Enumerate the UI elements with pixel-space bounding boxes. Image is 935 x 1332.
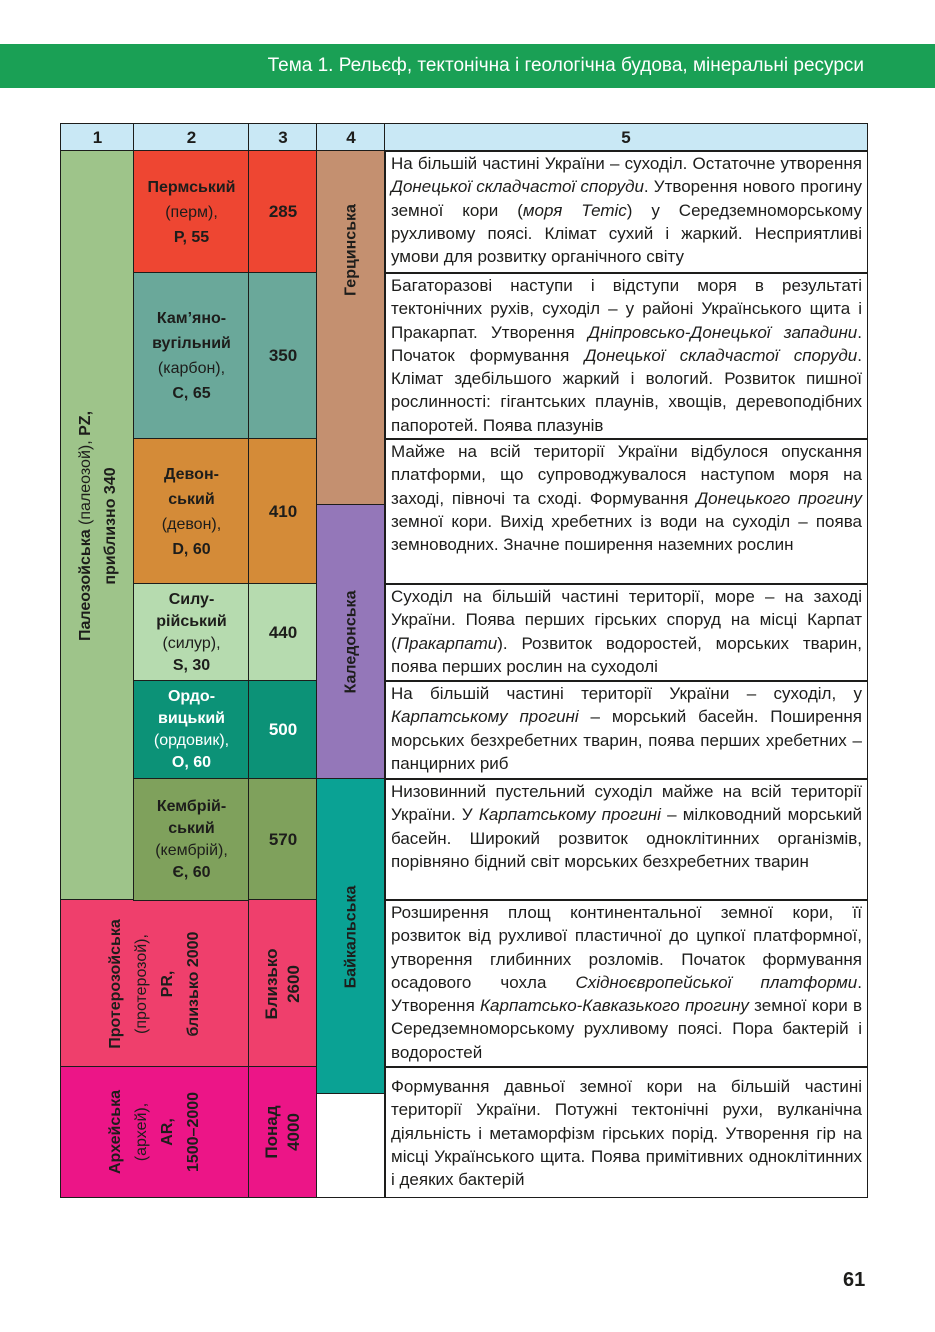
era-code: PR, bbox=[159, 970, 176, 997]
place-name: Карпатському прогині bbox=[478, 805, 661, 825]
period-code: Є, 60 bbox=[172, 863, 211, 881]
period-code: C, 65 bbox=[172, 385, 211, 402]
era-name: Протерозойська bbox=[107, 918, 124, 1049]
age-devonian bbox=[248, 438, 318, 585]
age-value: 2600 bbox=[284, 964, 303, 1003]
place-name: Дніпровсько-Донецької западини bbox=[587, 322, 858, 342]
place-name: Східноєвропейської платформи bbox=[575, 972, 858, 992]
period-code: S, 30 bbox=[172, 656, 211, 674]
col-header-2 bbox=[133, 123, 250, 152]
period-name: рійський bbox=[156, 612, 227, 630]
era-alt-name: (палеозой), bbox=[76, 439, 94, 525]
era-alt-name: (протерозой), bbox=[133, 933, 150, 1034]
description-carboniferous: Багаторазові наступи і відступи моря в результаті тектонічних рухів, суходіл – у районі Українського щита і Пракарпат. Утворення Дніпровсько-Донецької западини. Початок формування Донецької складчастої споруди. Клімат здебільшого жаркий і вологий. Розвиток пишної рослинності: гігантських плаунів, хвощів, деревоподібних папоротей. Поява плазунів bbox=[384, 272, 868, 440]
era-paleozoic-label bbox=[73, 410, 123, 640]
age-cambrian bbox=[248, 778, 318, 901]
place-name: Донецького прогину bbox=[696, 488, 862, 508]
period-alt-name: (девон), bbox=[161, 515, 222, 533]
folding-baikal-label bbox=[339, 885, 364, 988]
age-value: 440 bbox=[268, 622, 298, 642]
page-number: 61 bbox=[843, 1269, 866, 1291]
period-name: Кембрій- bbox=[156, 797, 227, 815]
era-duration: 1500–2000 bbox=[185, 1091, 202, 1173]
era-proterozoic-label bbox=[103, 919, 207, 1049]
age-value: 410 bbox=[268, 501, 298, 521]
place-name: Пракарпати bbox=[396, 633, 498, 653]
description-devonian: Майже на всій території України відбулося опускання платформи, що супроводжувалося наступом моря на заході, півночі та сході. Формування Донецького прогину земної кори. Вихід хребетних із води на суходіл – поява земноводних. Значне поширення наземних рослин bbox=[384, 438, 868, 585]
place-name: Донецької складчастої споруди bbox=[584, 345, 858, 365]
col-header-label: 2 bbox=[186, 127, 197, 147]
period-code: O, 60 bbox=[171, 754, 212, 771]
folding-name: Каледонська bbox=[342, 590, 360, 694]
age-archean bbox=[248, 1066, 318, 1198]
era-archean bbox=[60, 1066, 250, 1198]
era-proterozoic bbox=[60, 899, 250, 1068]
period-alt-name: (ордовик), bbox=[153, 732, 230, 749]
folding-caledonian-label bbox=[339, 591, 364, 694]
description-silurian: Суходіл на більшій частині території, море – на заході України. Поява перших гірських споруд на місці Карпат (Пракарпати). Розвиток водоростей, морських тварин, поява перших рослин на суходолі bbox=[384, 583, 868, 682]
folding-hercynian-label bbox=[339, 204, 364, 296]
description-ordovician: На більшій частині території України – суходіл, у Карпатському прогині – морський басейн. Поширення морських безхребетних тварин, поява перших хребетних – панцирних риб bbox=[384, 680, 868, 780]
age-value: 4000 bbox=[284, 1113, 303, 1151]
era-duration: приблизно 340 bbox=[101, 466, 119, 585]
folding-caledonian bbox=[316, 504, 386, 780]
period-alt-name: (карбон), bbox=[157, 360, 226, 377]
age-value: Близько bbox=[262, 947, 281, 1020]
era-archean-label bbox=[103, 1090, 207, 1174]
folding-name: Герцинська bbox=[342, 204, 360, 297]
period-permian bbox=[133, 150, 250, 274]
period-alt-name: (кембрій), bbox=[155, 841, 228, 859]
era-duration: близько 2000 bbox=[185, 931, 202, 1036]
era-code: PZ, bbox=[76, 410, 94, 436]
col-header-3 bbox=[248, 123, 318, 152]
period-name: вицький bbox=[157, 710, 226, 727]
period-name: Кам’яно- bbox=[156, 310, 227, 327]
col-header-label: 1 bbox=[92, 127, 103, 147]
place-name: Карпатському прогині bbox=[391, 707, 579, 727]
period-alt-name: (перм), bbox=[165, 203, 218, 221]
period-devonian bbox=[133, 438, 250, 585]
folding-empty bbox=[316, 1093, 386, 1198]
age-carboniferous bbox=[248, 272, 318, 440]
folding-hercynian bbox=[316, 150, 386, 506]
age-value: 350 bbox=[268, 346, 298, 365]
col-header-label: 3 bbox=[278, 127, 288, 147]
period-carboniferous bbox=[133, 272, 250, 440]
description-archean: Формування давньої земної кори на більшій частині території України. Потужні тектонічні рухи, вулканічна діяльність і метаморфізм гірських порід. Утворення гір на місці Українського щита. Поява примітивних одноклітинних і деяких бактерій bbox=[384, 1066, 868, 1198]
period-name: ський bbox=[168, 819, 215, 837]
period-name: Пермський bbox=[147, 178, 236, 196]
era-code: AR, bbox=[159, 1118, 176, 1146]
description-cambrian: Низовинний пустельний суходіл майже на всій території України. У Карпатському прогині – мілководний морський басейн. Широкий розвиток одноклітинних організмів, порівняно бідний світ морських безхребетних тварин bbox=[384, 778, 868, 901]
period-name: вугільний bbox=[152, 335, 231, 352]
folding-baikal bbox=[316, 778, 386, 1095]
period-name: Ордо- bbox=[167, 688, 216, 705]
period-name: Девон- bbox=[164, 465, 219, 483]
age-silurian bbox=[248, 583, 318, 682]
period-alt-name: (силур), bbox=[162, 634, 221, 652]
period-name: Силу- bbox=[168, 590, 215, 608]
age-value: 570 bbox=[268, 829, 298, 849]
period-cambrian bbox=[133, 778, 250, 901]
era-name: Архейська bbox=[107, 1090, 124, 1174]
period-ordovician bbox=[133, 680, 250, 780]
folding-name: Байкальська bbox=[342, 885, 360, 988]
place-name: Карпатсько-Кавказького прогину bbox=[480, 996, 749, 1016]
col-header-5 bbox=[384, 123, 868, 152]
age-archean-label bbox=[261, 1105, 305, 1158]
period-code: D, 60 bbox=[172, 540, 211, 558]
period-name: ський bbox=[168, 490, 215, 508]
col-header-4 bbox=[316, 123, 386, 152]
age-permian bbox=[248, 150, 318, 274]
col-header-label: 5 bbox=[621, 127, 631, 147]
description-proterozoic: Розширення площ континентальної земної кори, її розвиток від рухливої пластичної до цупкої платформної, утворення глибинних розломів. Початок формування осадового чохла Східноєвропейської платформи. Утворення Карпатсько-Кавказького прогину земної кори в Середземноморському рухливому поясі. Пора бактерій і водоростей bbox=[384, 899, 868, 1068]
age-ordovician bbox=[248, 680, 318, 780]
col-header-1 bbox=[60, 123, 135, 152]
chapter-title: Тема 1. Рельєф, тектонічна і геологічна будова, мінеральні ресурси bbox=[267, 55, 864, 76]
era-paleozoic bbox=[60, 150, 135, 901]
age-proterozoic bbox=[248, 899, 318, 1068]
age-proterozoic-label bbox=[261, 948, 305, 1019]
age-value: 500 bbox=[268, 720, 298, 739]
period-silurian bbox=[133, 583, 250, 682]
era-name: Палеозойська bbox=[76, 528, 94, 641]
age-value: 285 bbox=[268, 202, 298, 221]
era-alt-name: (архей), bbox=[133, 1102, 150, 1162]
place-name: моря Тетіс bbox=[522, 200, 627, 220]
description-permian: На більшій частині України – суходіл. Остаточне утворення Донецької складчастої споруди. Утворення нового прогину земної кори (моря Тетіс) у Середземноморському рухливому поясі. Клімат сухий і жаркий. Несприятливі умови для розвитку органічного світу bbox=[384, 150, 868, 274]
age-value: Понад bbox=[262, 1105, 281, 1159]
period-code: P, 55 bbox=[173, 228, 210, 246]
place-name: Донецької складчастої споруди bbox=[391, 177, 644, 197]
col-header-label: 4 bbox=[346, 127, 356, 147]
